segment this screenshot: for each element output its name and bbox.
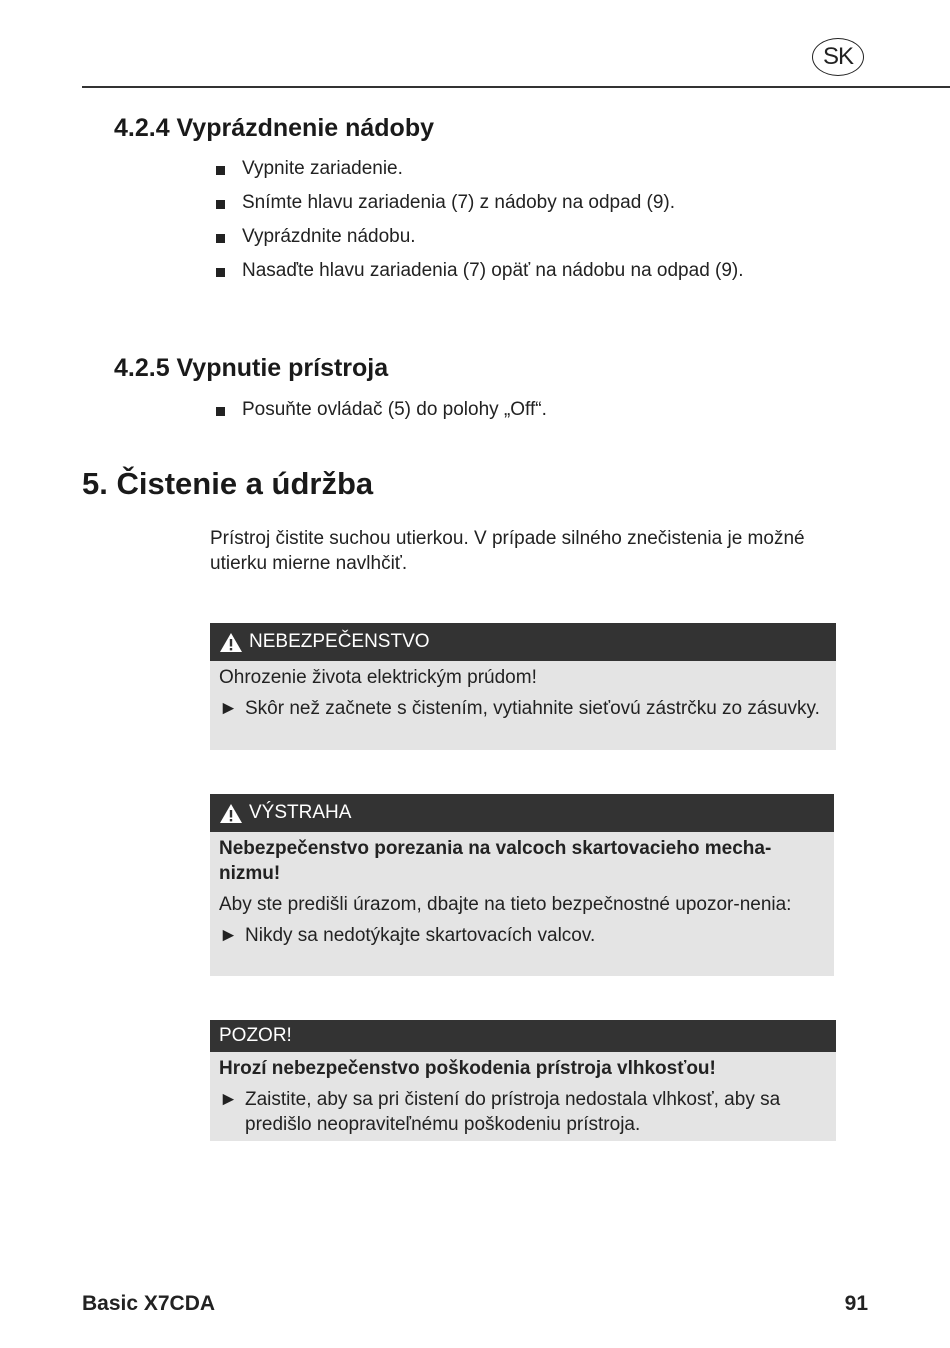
- list-item: Snímte hlavu zariadenia (7) z nádoby na odpad (9).: [210, 186, 850, 220]
- danger-box-label: NEBEZPEČENSTVO: [249, 631, 430, 652]
- danger-box-text: Ohrozenie života elektrickým prúdom!: [219, 667, 537, 688]
- caution-box-label: POZOR!: [219, 1025, 292, 1046]
- list-item: Posuňte ovládač (5) do polohy „Off“.: [210, 393, 850, 427]
- section-title-4-2-5: 4.2.5 Vypnutie prístroja: [114, 354, 389, 382]
- bullet-list-4-2-5: [210, 393, 850, 427]
- caution-box-action: ► Zaistite, aby sa pri čistení do prístroja nedostala vlhkosť, aby sa predišlo neopraviteľnému poškodeniu prístroja.: [219, 1089, 781, 1135]
- warning-triangle-icon: [219, 632, 243, 653]
- arrow-right-icon: ►: [219, 1089, 238, 1110]
- caution-box: [210, 1020, 836, 1141]
- section-title-5: 5. Čistenie a údržba: [82, 466, 374, 501]
- danger-box-header: [210, 623, 836, 661]
- warning-box-bold-text: Nebezpečenstvo porezania na valcoch skartovacieho mecha-nizmu!: [219, 838, 772, 884]
- warning-box-body: [210, 832, 834, 960]
- list-item: Vyprázdnite nádobu.: [210, 220, 850, 254]
- arrow-right-icon: ►: [219, 698, 238, 719]
- caution-box-body: [210, 1052, 836, 1149]
- bullet-square-icon: [216, 166, 225, 175]
- section-title-4-2-4: 4.2.4 Vyprázdnenie nádoby: [114, 114, 435, 142]
- footer-product-name: Basic X7CDA: [82, 1292, 216, 1315]
- bullet-list-4-2-4: [210, 152, 850, 288]
- caution-box-header: [210, 1020, 836, 1052]
- warning-triangle-icon: [219, 803, 243, 824]
- warning-box-label: VÝSTRAHA: [249, 802, 352, 823]
- danger-box-body: [210, 661, 836, 733]
- list-item: Nasaďte hlavu zariadenia (7) opäť na nádobu na odpad (9).: [210, 254, 850, 288]
- bullet-square-icon: [216, 200, 225, 209]
- danger-box-action: ► Skôr než začnete s čistením, vytiahnite sieťovú zástrčku zo zásuvky.: [219, 698, 820, 719]
- section-5-intro: Prístroj čistite suchou utierkou. V prípade silného znečistenia je možné utierku mierne navlhčiť.: [210, 528, 805, 574]
- bullet-square-icon: [216, 234, 225, 243]
- warning-box-action: ► Nikdy sa nedotýkajte skartovacích valcov.: [219, 925, 596, 946]
- bullet-square-icon: [216, 407, 225, 416]
- footer-page-number: 91: [844, 1292, 868, 1315]
- warning-box-text: Aby ste predišli úrazom, dbajte na tieto bezpečnostné upozor-nenia:: [219, 894, 792, 915]
- caution-box-bold-text: Hrozí nebezpečenstvo poškodenia prístroja vlhkosťou!: [219, 1058, 716, 1079]
- warning-box-header: [210, 794, 834, 832]
- language-badge: SK: [812, 38, 864, 76]
- warning-box: [210, 794, 834, 976]
- list-item: Vypnite zariadenie.: [210, 152, 850, 186]
- bullet-square-icon: [216, 268, 225, 277]
- arrow-right-icon: ►: [219, 925, 238, 946]
- danger-box: [210, 623, 836, 750]
- header-rule: [82, 86, 950, 88]
